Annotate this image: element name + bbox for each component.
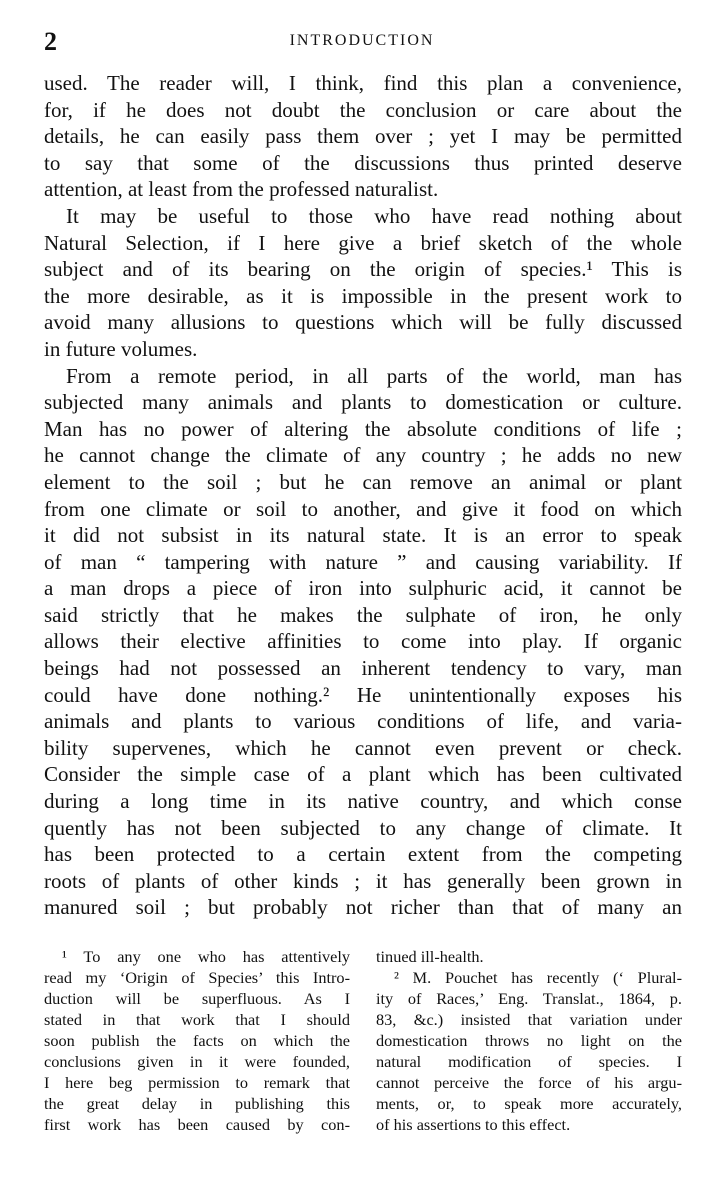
- body-line: attention, at least from the professed naturalist.: [44, 177, 439, 202]
- body-line: said strictly that he makes the sulphate of iron, he only: [44, 602, 682, 627]
- body-line: from one climate or soil to another, and give it food on which: [44, 496, 682, 521]
- footnote-line: first work has been caused by con-: [44, 1115, 350, 1134]
- body-line: has been protected to a certain extent from the competing: [44, 842, 682, 867]
- footnote-line: conclusions given in it were founded,: [44, 1052, 350, 1071]
- body-line: of man “ tampering with nature ” and causing variability. If: [44, 549, 682, 574]
- footnote-line: natural modification of species. I: [376, 1052, 682, 1071]
- footnote-line: of his assertions to this effect.: [376, 1115, 571, 1134]
- footnote-line: ¹ To any one who has attentively: [62, 947, 350, 966]
- running-title: INTRODUCTION: [289, 32, 435, 49]
- body-line: it did not subsist in its natural state. It is an error to speak: [44, 523, 682, 548]
- footnote-line: stated in that work that I should: [44, 1010, 350, 1029]
- body-line: he cannot change the climate of any country ; he adds no new: [44, 443, 682, 468]
- page-number: 2: [44, 27, 57, 56]
- body-line: avoid many allusions to questions which will be fully discussed: [44, 310, 682, 335]
- body-line: could have done nothing.² He unintentionally exposes his: [44, 682, 682, 707]
- footnote-line: duction will be superfluous. As I: [44, 989, 350, 1008]
- body-line: beings had not possessed an inherent tendency to vary, man: [44, 656, 682, 681]
- footnote-line: ments, or, to speak more accurately,: [376, 1094, 682, 1113]
- body-line: used. The reader will, I think, find this plan a convenience,: [44, 71, 682, 95]
- footnotes-right-column: [376, 946, 682, 1135]
- footnote-line: 83, &c.) insisted that variation under: [376, 1010, 682, 1029]
- body-line: subjected many animals and plants to domestication or culture.: [44, 390, 682, 415]
- body-line: in future volumes.: [44, 336, 198, 361]
- body-line: element to the soil ; but he can remove an animal or plant: [44, 469, 682, 494]
- body-line: the more desirable, as it is impossible in the present work to: [44, 283, 682, 308]
- footnote-line: domestication throws no light on the: [376, 1031, 682, 1050]
- body-line: Consider the simple case of a plant which has been cultivated: [44, 762, 682, 787]
- body-line: manured soil ; but probably not richer than that of many an: [44, 895, 682, 920]
- footnote-line: tinued ill-health.: [376, 947, 484, 966]
- body-line: It may be useful to those who have read nothing about: [66, 203, 682, 228]
- body-line: From a remote period, in all parts of the world, man has: [66, 363, 682, 388]
- footnote-line: ² M. Pouchet has recently (‘ Plural-: [394, 968, 682, 987]
- body-line: to say that some of the discussions thus printed deserve: [44, 150, 682, 175]
- footnote-line: ity of Races,’ Eng. Translat., 1864, p.: [376, 989, 682, 1008]
- footnotes-left-column: [44, 946, 350, 1135]
- body-line: animals and plants to various conditions of life, and varia-: [44, 709, 682, 734]
- body-line: details, he can easily pass them over ; yet I may be permitted: [44, 124, 682, 149]
- footnote-line: I here beg permission to remark that: [44, 1073, 350, 1092]
- body-line: roots of plants of other kinds ; it has generally been grown in: [44, 868, 682, 893]
- body-line: Man has no power of altering the absolute conditions of life ;: [44, 416, 682, 441]
- footnote-line: cannot perceive the force of his argu-: [376, 1073, 682, 1092]
- footnote-line: read my ‘Origin of Species’ this Intro-: [44, 968, 350, 987]
- body-line: a man drops a piece of iron into sulphuric acid, it cannot be: [44, 576, 682, 601]
- body-line: subject and of its bearing on the origin of species.¹ This is: [44, 257, 682, 282]
- footnote-line: soon publish the facts on which the: [44, 1031, 350, 1050]
- body-line: for, if he does not doubt the conclusion or care about the: [44, 97, 682, 122]
- body-line: Natural Selection, if I here give a brief sketch of the whole: [44, 230, 682, 255]
- body-line: quently has not been subjected to any change of climate. It: [44, 815, 682, 840]
- running-header: [44, 26, 680, 56]
- body-line: bility supervenes, which he cannot even prevent or check.: [44, 735, 682, 760]
- body-line: during a long time in its native country, and which conse: [44, 789, 682, 814]
- footnote-line: the great delay in publishing this: [44, 1094, 350, 1113]
- body-line: allows their elective affinities to come into play. If organic: [44, 629, 682, 654]
- body-text: [44, 70, 682, 921]
